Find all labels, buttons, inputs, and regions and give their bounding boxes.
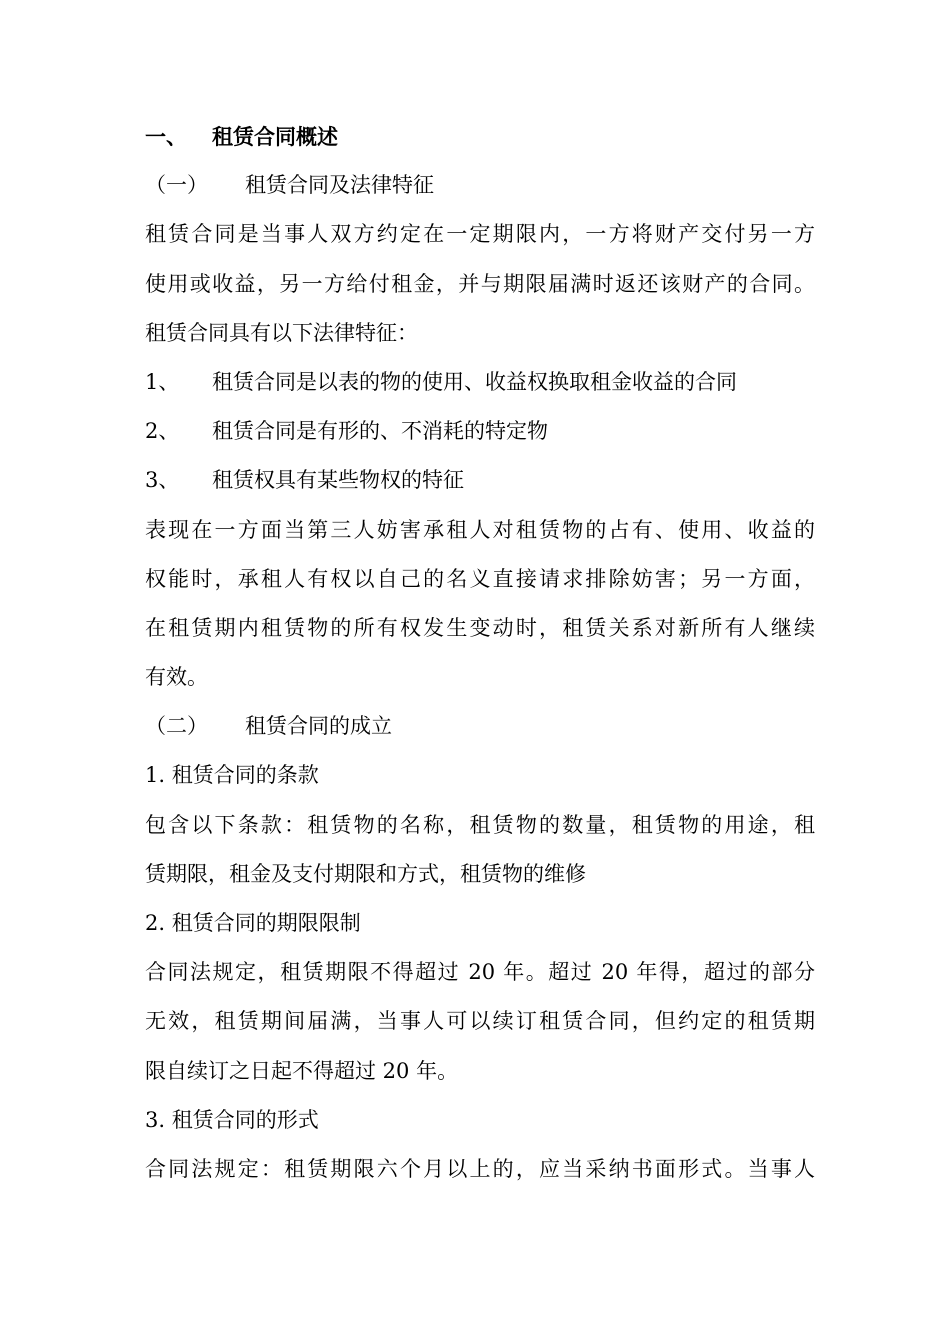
list-number: 1、 xyxy=(145,369,180,394)
list-item xyxy=(145,407,815,456)
document-page xyxy=(145,112,815,1194)
paragraph-line: 包含以下条款：租赁物的名称，租赁物的数量，租赁物的用途，租 xyxy=(145,812,815,837)
subsection-title: 租赁合同及法律特征 xyxy=(245,173,434,198)
paragraph-line: 限自续订之日起不得超过 20 年。 xyxy=(145,1058,459,1083)
paragraph-line: 赁期限，租金及支付期限和方式，租赁物的维修 xyxy=(145,861,586,886)
list-number: 2、 xyxy=(145,419,180,444)
subsection-heading-2 xyxy=(145,702,815,751)
paragraph-line: 有效。 xyxy=(145,665,208,690)
paragraph-line: 租赁合同是当事人双方约定在一定期限内，一方将财产交付另一方 xyxy=(145,222,815,247)
item-heading: 1. 租赁合同的条款 xyxy=(145,763,319,788)
paragraph-line: 合同法规定：租赁期限六个月以上的，应当采纳书面形式。当事人 xyxy=(145,1156,815,1181)
item-heading: 3. 租赁合同的形式 xyxy=(145,1107,319,1132)
paragraph-line: 合同法规定，租赁期限不得超过 20 年。超过 20 年得，超过的部分 xyxy=(145,960,815,985)
paragraph-line: 使用或收益，另一方给付租金，并与期限届满时返还该财产的合同。 xyxy=(145,271,815,296)
list-item xyxy=(145,456,815,505)
subsection-title: 租赁合同的成立 xyxy=(245,714,392,739)
item-heading: 2. 租赁合同的期限限制 xyxy=(145,911,361,935)
section-number: 一、 xyxy=(145,124,187,149)
subsection-heading-1 xyxy=(145,161,815,210)
list-text: 租赁权具有某些物权的特征 xyxy=(212,468,464,493)
paragraph-line: 在租赁期内租赁物的所有权发生变动时，租赁关系对新所有人继续 xyxy=(145,615,815,640)
paragraph-line: 表现在一方面当第三人妨害承租人对租赁物的占有、使用、收益的 xyxy=(145,517,815,542)
paragraph-line: 无效，租赁期间届满，当事人可以续订租赁合同，但约定的租赁期 xyxy=(145,1009,815,1034)
list-text: 租赁合同是以表的物的使用、收益权换取租金收益的合同 xyxy=(212,369,737,394)
paragraph-line: 权能时，承租人有权以自己的名义直接请求排除妨害；另一方面， xyxy=(145,566,815,591)
list-number: 3、 xyxy=(145,468,180,493)
section-heading-1 xyxy=(145,112,815,161)
section-title: 租赁合同概述 xyxy=(212,124,338,149)
list-text: 租赁合同是有形的、不消耗的特定物 xyxy=(212,419,548,444)
subsection-number: （一） xyxy=(145,173,208,198)
list-item xyxy=(145,358,815,407)
subsection-number: （二） xyxy=(145,714,208,739)
paragraph-line: 租赁合同具有以下法律特征： xyxy=(145,320,418,345)
